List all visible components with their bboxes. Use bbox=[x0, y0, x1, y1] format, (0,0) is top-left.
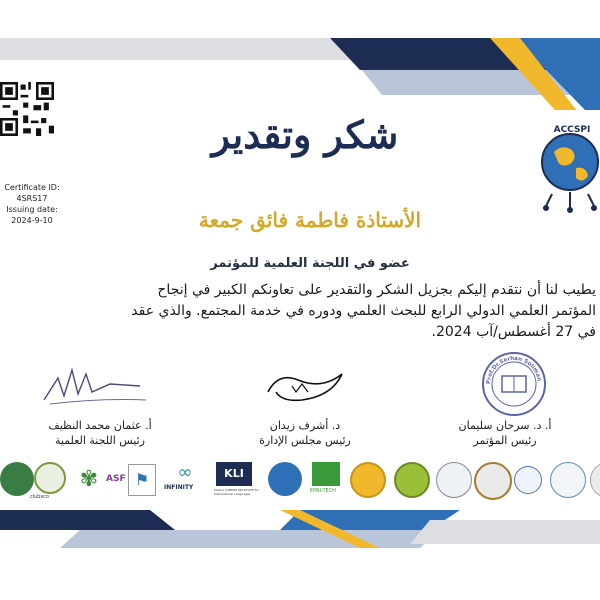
issuing-date-value: 2024-9-10 bbox=[11, 216, 53, 225]
body-line: يطيب لنا أن نتقدم إليكم بجزيل الشكر والتقدير على تعاونكم الكبير في إنجاح bbox=[157, 282, 596, 298]
official-stamp-icon bbox=[480, 350, 548, 418]
top-grey-strip bbox=[0, 38, 370, 60]
seal-text: ACCSPI bbox=[553, 125, 591, 135]
signature-middle-icon bbox=[262, 362, 352, 412]
partner-logo-icon bbox=[550, 462, 586, 498]
bottom-light-band bbox=[60, 530, 440, 548]
epri-logo-icon bbox=[312, 462, 340, 486]
recipient-name: الأستاذة فاطمة فائق جمعة bbox=[198, 208, 422, 232]
infinity-logo-icon: ∞ bbox=[177, 462, 193, 483]
signatory-title: رئيس المؤتمر bbox=[473, 434, 537, 447]
signatory-title: رئيس اللجنة العلمية bbox=[54, 434, 145, 447]
bottom-navy-band bbox=[0, 510, 175, 530]
issuing-date-label: Issuing date: bbox=[6, 205, 58, 214]
partner-logo-icon bbox=[394, 462, 430, 498]
signatory-title: رئيس مجلس الإدارة bbox=[259, 434, 351, 447]
signatory-name: أ. د. سرحان سليمان bbox=[458, 419, 552, 432]
partner-logo-label: clubsco bbox=[30, 494, 49, 500]
body-line: في 27 أغسطس/آب 2024. bbox=[431, 324, 596, 340]
palm-logo-icon: ✾ bbox=[79, 467, 99, 492]
certificate-id-label: Certificate ID: bbox=[4, 183, 60, 192]
partner-logo-label: EPRI-TECH bbox=[310, 488, 336, 494]
signature-block-left bbox=[20, 418, 180, 448]
body-line: المؤتمر العلمي الدولي الرابع للبحث العلمي ودوره في خدمة المجتمع. والذي عقد bbox=[131, 303, 596, 319]
partner-logo-label: KUALA LUMPUR INSTITUTE for International Languages bbox=[214, 488, 259, 496]
signature-block-right bbox=[430, 418, 580, 448]
partner-logo-icon bbox=[514, 466, 542, 494]
partner-logo-label: ASF bbox=[106, 474, 126, 484]
signature-block-middle bbox=[230, 418, 380, 448]
partner-logo-icon bbox=[474, 462, 512, 500]
partner-logo-icon bbox=[268, 462, 302, 496]
signature-left-icon bbox=[40, 360, 150, 410]
signatory-name: د. أشرف زيدان bbox=[269, 419, 341, 432]
globe-seal-icon bbox=[532, 114, 600, 214]
certificate-id-value: 4SRS17 bbox=[16, 194, 48, 203]
recipient-role: عضو في اللجنة العلمية للمؤتمر bbox=[210, 256, 410, 271]
kli-logo-icon bbox=[216, 462, 252, 486]
bottom-decoration bbox=[0, 500, 600, 600]
body-text bbox=[0, 280, 600, 343]
partner-logo-icon bbox=[436, 462, 472, 498]
partner-logos bbox=[0, 462, 600, 502]
partner-logo-label: KLI bbox=[224, 467, 244, 480]
certificate-title: شكر وتقدير bbox=[211, 112, 399, 157]
qr-code-icon bbox=[0, 82, 54, 136]
signatory-name: أ. عثمان محمد النظيف bbox=[48, 419, 152, 432]
bottom-grey-strip bbox=[410, 520, 600, 544]
partner-logo-label: INFINITY bbox=[164, 484, 194, 491]
partner-logo-icon bbox=[34, 462, 66, 494]
partner-logo-icon bbox=[0, 462, 34, 496]
certificate-meta bbox=[0, 182, 64, 226]
partner-logo-icon bbox=[350, 462, 386, 498]
book-logo-icon: ⚑ bbox=[128, 464, 156, 496]
stamp-text: Prof.Dr.Serhan Soliman bbox=[485, 355, 542, 385]
partner-logo-icon bbox=[590, 462, 600, 498]
